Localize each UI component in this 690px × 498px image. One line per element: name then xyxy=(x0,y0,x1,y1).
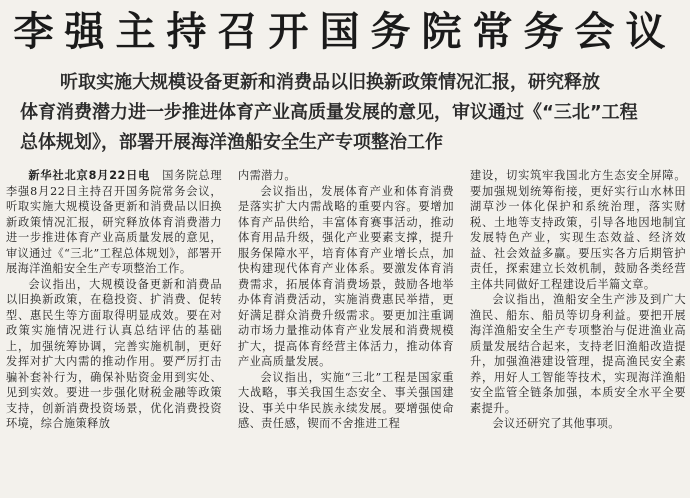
paragraph: 会议指出，渔船安全生产涉及到广大渔民、船东、船员等切身利益。要把开展海洋渔船安全生产专项整治与促进渔业高质量发展结合起来，支持老旧渔船改造提升，加强渔港建设管理，提高渔民安全素养，用好人工智能等技术，实现海洋渔船安全监管全链条加强，本质安全水平全要素提升。 xyxy=(470,293,686,415)
subheadline-line-2: 体育消费潜力进一步推进体育产业高质量发展的意见，审议通过《“三北”工程 xyxy=(20,102,638,123)
paragraph: 会议还研究了其他事项。 xyxy=(492,417,620,430)
subheadline xyxy=(20,68,662,158)
article-body xyxy=(6,168,686,498)
article-column-1 xyxy=(6,168,222,498)
paragraph: 会议指出，实施“三北”工程是国家重大战略，事关我国生态安全、事关强国建设、事关中华民族永续发展。要增强使命感、责任感，锲而不舍推进工程 xyxy=(238,370,454,430)
subheadline-line-1: 听取实施大规模设备更新和消费品以旧换新政策情况汇报，研究释放 xyxy=(60,72,600,93)
paragraph-text: 国务院总理李强8月22日主持召开国务院常务会议，听取实施大规模设备更新和消费品以旧换新政策情况汇报，研究释放体育消费潜力进一步推进体育产业高质量发展的意见，审议通过《“三北”工程总体规划》，部署开展海洋渔船安全生产专项整治工作。 xyxy=(6,169,222,275)
article-column-2 xyxy=(238,168,454,498)
headline: 李强主持召开国务院常务会议 xyxy=(13,8,677,55)
dateline: 新华社北京8月22日电 xyxy=(28,169,151,182)
paragraph: 会议指出，大规模设备更新和消费品以旧换新政策，在稳投资、扩消费、促转型、惠民生等方面取得明显成效。要在对政策实施情况进行认真总结评估的基础上，加强统筹协调，完善实施机制，更好发挥对扩大内需的推动作用。要严厉打击骗补套补行为，确保补贴资金用到实处、见到实效。要进一步强化财税金融等政策支持，创新消费投资场景，优化消费投资环境，综合施策释放 xyxy=(6,277,222,430)
subheadline-line-3: 总体规划》，部署开展海洋渔船安全生产专项整治工作 xyxy=(20,132,443,153)
paragraph xyxy=(6,168,222,277)
article-column-3 xyxy=(470,168,686,498)
paragraph: 建设，切实筑牢我国北方生态安全屏障。要加强规划统筹衔接，更好实行山水林田湖草沙一体化保护和系统治理，落实财税、土地等支持政策，引导各地因地制宜发展特色产业，实现生态效益、经济效益、社会效益多赢。要压实各方后期管护责任，探索建立长效机制，鼓励各类经营主体共同做好工程建设后半篇文章。 xyxy=(470,169,686,291)
paragraph: 内需潜力。 xyxy=(238,169,296,182)
paragraph: 会议指出，发展体育产业和体育消费是落实扩大内需战略的重要内容。要增加体育产品供给，丰富体育赛事活动，推动体育用品升级，强化产业要素支撑，提升服务保障水平，培育体育产业增长点，加快构建现代体育产业体系。要激发体育消费需求，拓展体育消费场景，鼓励各地举办体育消费活动，实施消费惠民举措，更好满足群众消费升级需求。要更加注重调动市场力量推动体育产业发展和消费规模扩大，提高体育经营主体活力，推动体育产业高质量发展。 xyxy=(238,184,454,368)
